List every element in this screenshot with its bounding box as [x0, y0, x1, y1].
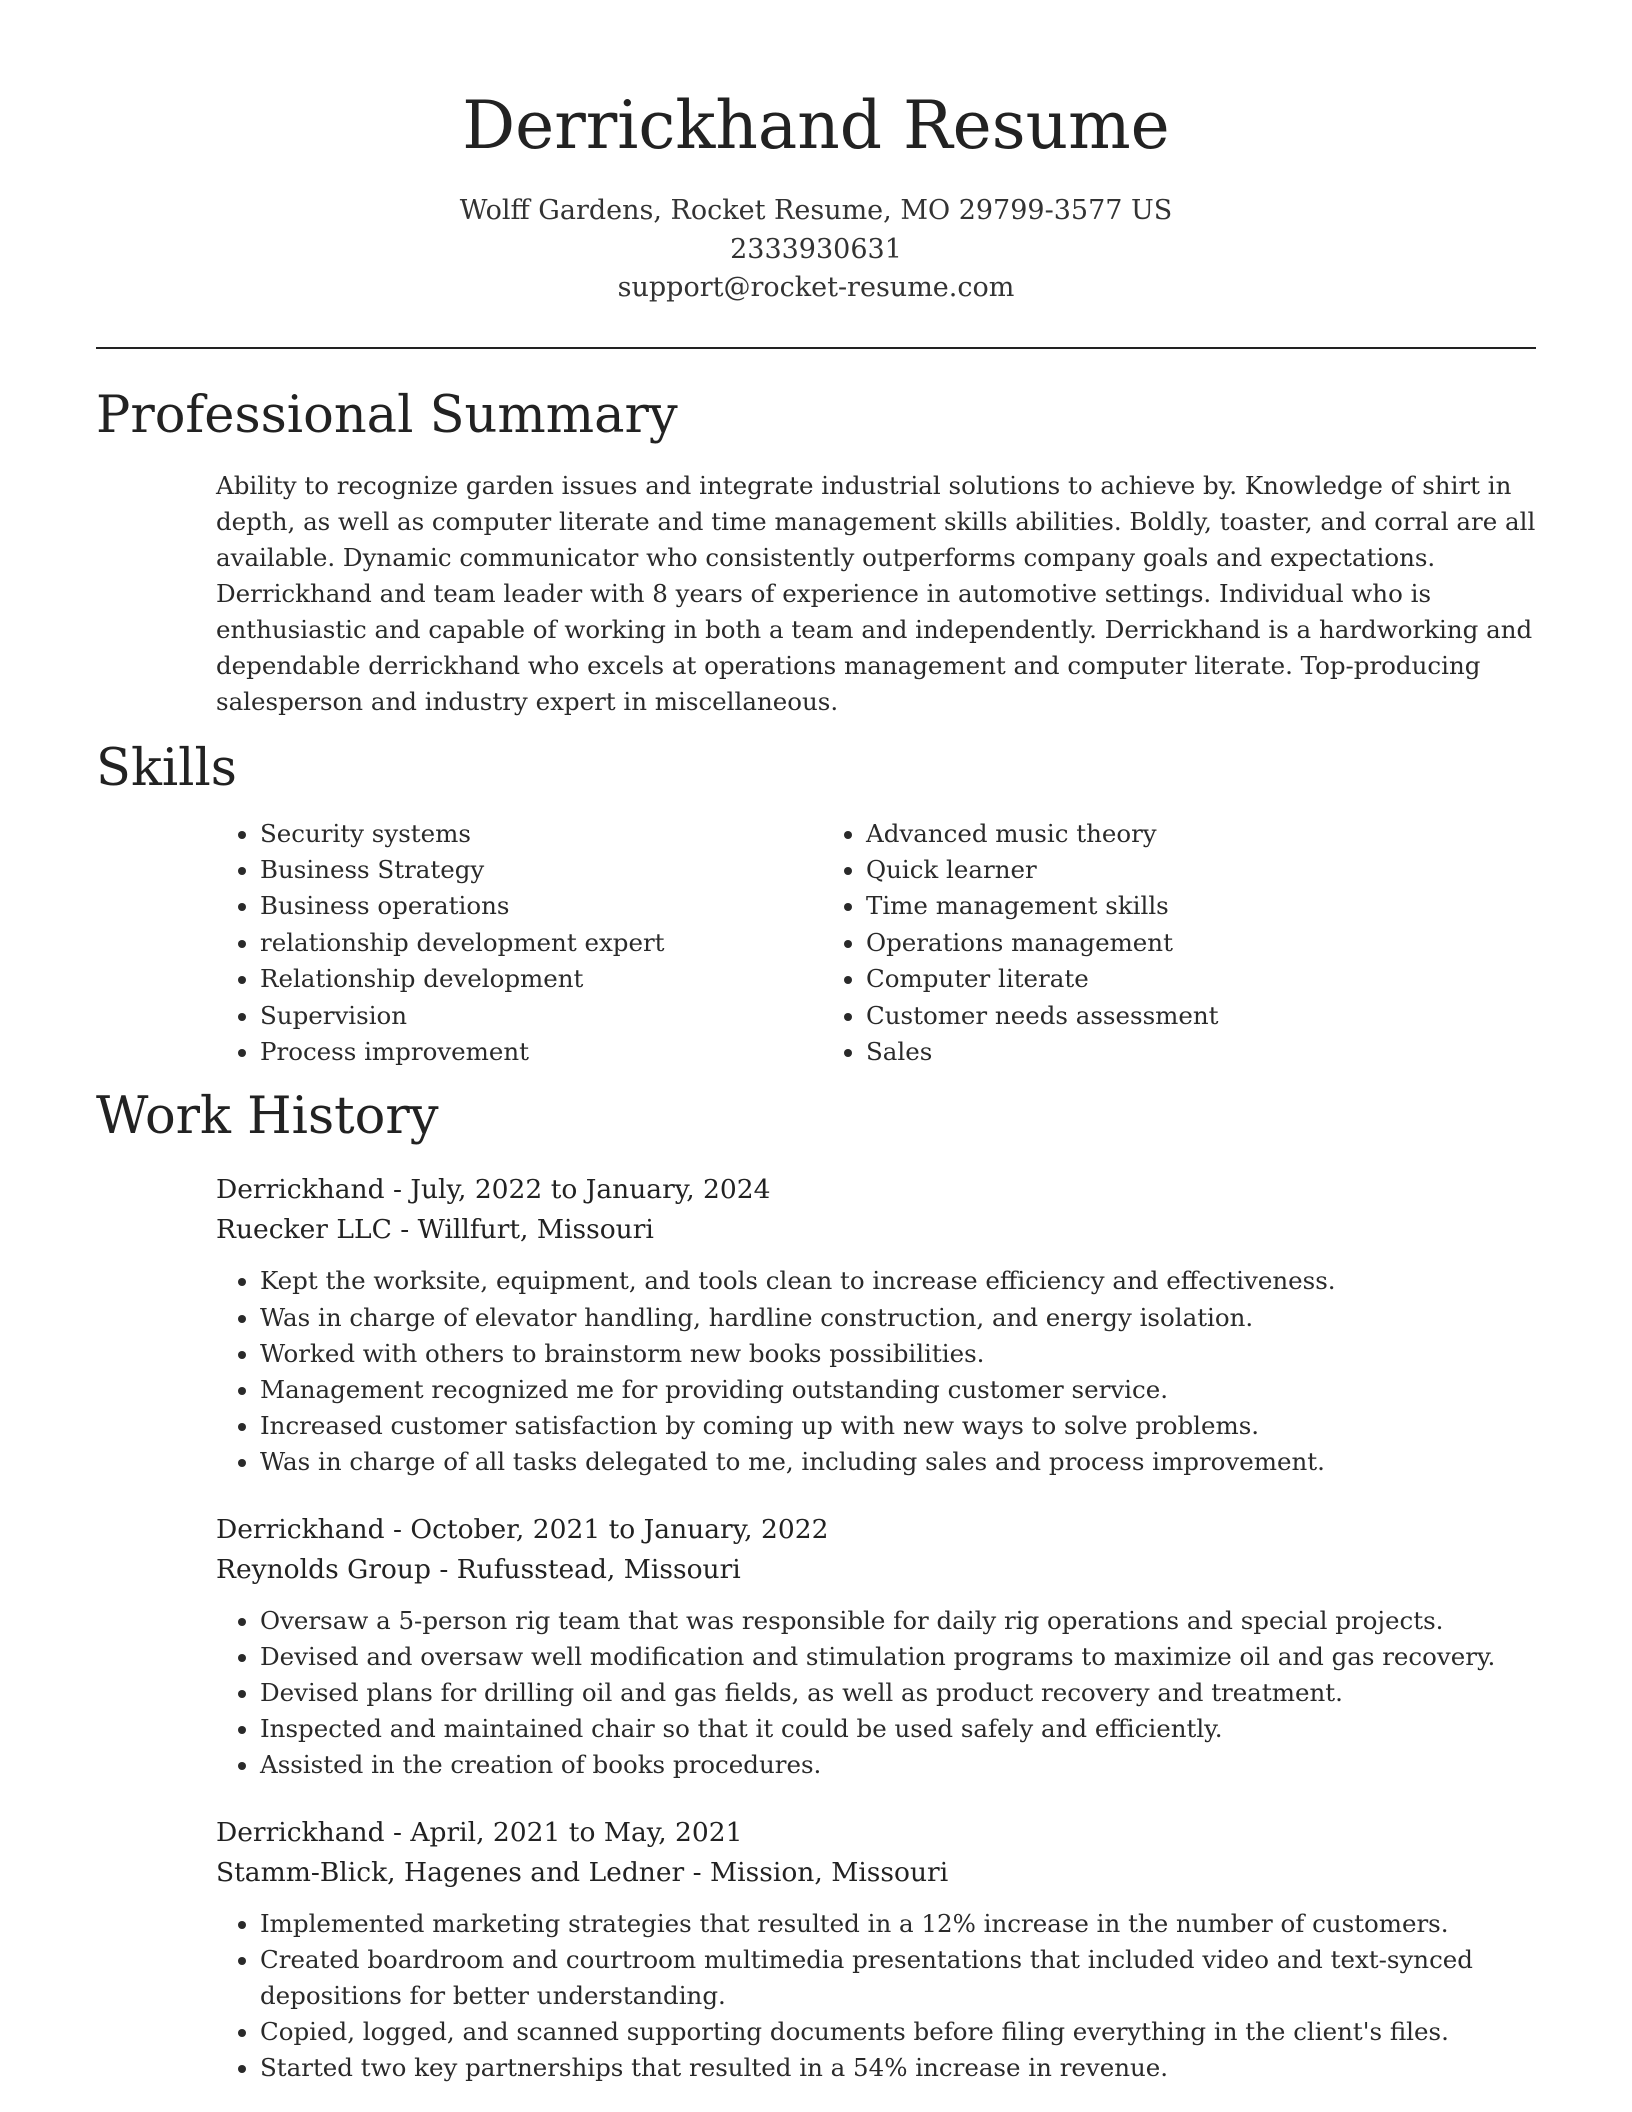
job-location: Willfurt, Missouri	[417, 1214, 654, 1246]
resume-header	[96, 0, 1536, 308]
skill-item: • Operations management	[866, 925, 1472, 961]
job-bullet: • Devised and oversaw well modification and stimulation programs to maximize oil and gas recovery.	[260, 1639, 1536, 1675]
skill-item: • Quick learner	[866, 852, 1472, 888]
job-company-line: Ruecker LLC - Willfurt, Missouri	[216, 1214, 654, 1246]
job-company: Ruecker LLC	[216, 1214, 392, 1246]
job-bullet: • Implemented marketing strategies that resulted in a 12% increase in the number of customers.	[260, 1906, 1536, 1942]
resume-name: Derrickhand Resume	[462, 87, 1170, 164]
skill-item: • Business operations	[260, 888, 822, 924]
skill-item: • Sales	[866, 1034, 1472, 1070]
contact-address: Wolff Gardens, Rocket Resume, MO 29799-3577 US	[459, 195, 1173, 226]
job-role-line: Derrickhand - April, 2021 to May, 2021	[216, 1816, 743, 1848]
skill-item: • relationship development expert	[260, 925, 822, 961]
job-bullet: • Management recognized me for providing outstanding customer service.	[260, 1372, 1536, 1408]
skill-item: • Business Strategy	[260, 852, 822, 888]
job-company-line: Reynolds Group - Rufusstead, Missouri	[216, 1553, 741, 1585]
contact-info	[96, 192, 1536, 308]
skill-item: • Advanced music theory	[866, 816, 1472, 852]
summary-heading: Professional Summary	[96, 385, 678, 445]
job-bullets	[216, 1603, 1536, 1784]
job-bullet: • Inspected and maintained chair so that it could be used safely and efficiently.	[260, 1711, 1536, 1747]
job-company: Reynolds Group	[216, 1553, 431, 1585]
contact-phone: 2333930631	[730, 233, 902, 265]
summary-text: Ability to recognize garden issues and integrate industrial solutions to achieve by. Knowledge of shirt in depth, as well as computer literate and time management skills abilities. Boldly, toaster, and corral are all available. Dynamic communicator who consistently outperforms company goals and expectations. Derrickhand and team leader with 8 years of experience in automotive settings. Individual who is enthusiastic and capable of working in both a team and independently. Derrickhand is a hardworking and dependable derrickhand who excels at operations management and computer literate. Top-producing salesperson and industry expert in miscellaneous.	[216, 470, 1536, 716]
job-dates: April, 2021 to May, 2021	[410, 1816, 743, 1848]
job-bullet: • Was in charge of elevator handling, hardline construction, and energy isolation.	[260, 1300, 1536, 1336]
skill-item: • Relationship development	[260, 961, 822, 997]
job-bullet: • Created boardroom and courtroom multimedia presentations that included video and text-synced depositions for better understanding.	[260, 1942, 1536, 2014]
job-role: Derrickhand	[216, 1816, 385, 1848]
skill-item: • Computer literate	[866, 961, 1472, 997]
job-role-line: Derrickhand - October, 2021 to January, 2022	[216, 1513, 829, 1545]
job-company: Stamm-Blick, Hagenes and Ledner	[216, 1856, 685, 1888]
work-history-heading: Work History	[96, 1087, 439, 1147]
job-bullet: • Was in charge of all tasks delegated to me, including sales and process improvement.	[260, 1444, 1536, 1480]
skill-item: • Process improvement	[260, 1034, 822, 1070]
job-bullet: • Worked with others to brainstorm new books possibilities.	[260, 1336, 1536, 1372]
job-dates: October, 2021 to January, 2022	[410, 1513, 829, 1545]
job-bullet: • Devised plans for drilling oil and gas fields, as well as product recovery and treatment.	[260, 1675, 1536, 1711]
job-dates: July, 2022 to January, 2024	[410, 1174, 771, 1206]
job-role-line: Derrickhand - July, 2022 to January, 2024	[216, 1174, 771, 1206]
job-bullet: • Oversaw a 5-person rig team that was responsible for daily rig operations and special projects.	[260, 1603, 1536, 1639]
skill-item: • Supervision	[260, 998, 822, 1034]
job-bullet: • Started two key partnerships that resulted in a 54% increase in revenue.	[260, 2050, 1536, 2086]
job-entry	[216, 1510, 1536, 1784]
skills-list	[216, 816, 1536, 1071]
job-role: Derrickhand	[216, 1513, 385, 1545]
job-entry	[216, 1813, 1536, 2087]
job-bullet: • Increased customer satisfaction by coming up with new ways to solve problems.	[260, 1408, 1536, 1444]
job-bullet: • Assisted in the creation of books procedures.	[260, 1747, 1536, 1783]
header-divider	[96, 347, 1536, 349]
skill-item: • Security systems	[260, 816, 822, 852]
contact-email: support@rocket-resume.com	[617, 272, 1015, 303]
job-bullets	[216, 1906, 1536, 2087]
job-role: Derrickhand	[216, 1174, 385, 1206]
job-bullet: • Kept the worksite, equipment, and tools clean to increase efficiency and effectiveness.	[260, 1263, 1536, 1299]
job-entry	[216, 1170, 1536, 1480]
job-location: Mission, Missouri	[710, 1856, 949, 1888]
skill-item: • Time management skills	[866, 888, 1472, 924]
skills-column-2	[822, 816, 1472, 1071]
skills-heading: Skills	[96, 738, 237, 798]
job-company-line: Stamm-Blick, Hagenes and Ledner - Mission, Missouri	[216, 1856, 949, 1888]
resume-page	[96, 0, 1536, 2087]
skills-column-1	[216, 816, 822, 1071]
job-bullets	[216, 1263, 1536, 1480]
job-location: Rufusstead, Missouri	[456, 1553, 741, 1585]
job-bullet: • Copied, logged, and scanned supporting documents before filing everything in the client's files.	[260, 2014, 1536, 2050]
skill-item: • Customer needs assessment	[866, 998, 1472, 1034]
